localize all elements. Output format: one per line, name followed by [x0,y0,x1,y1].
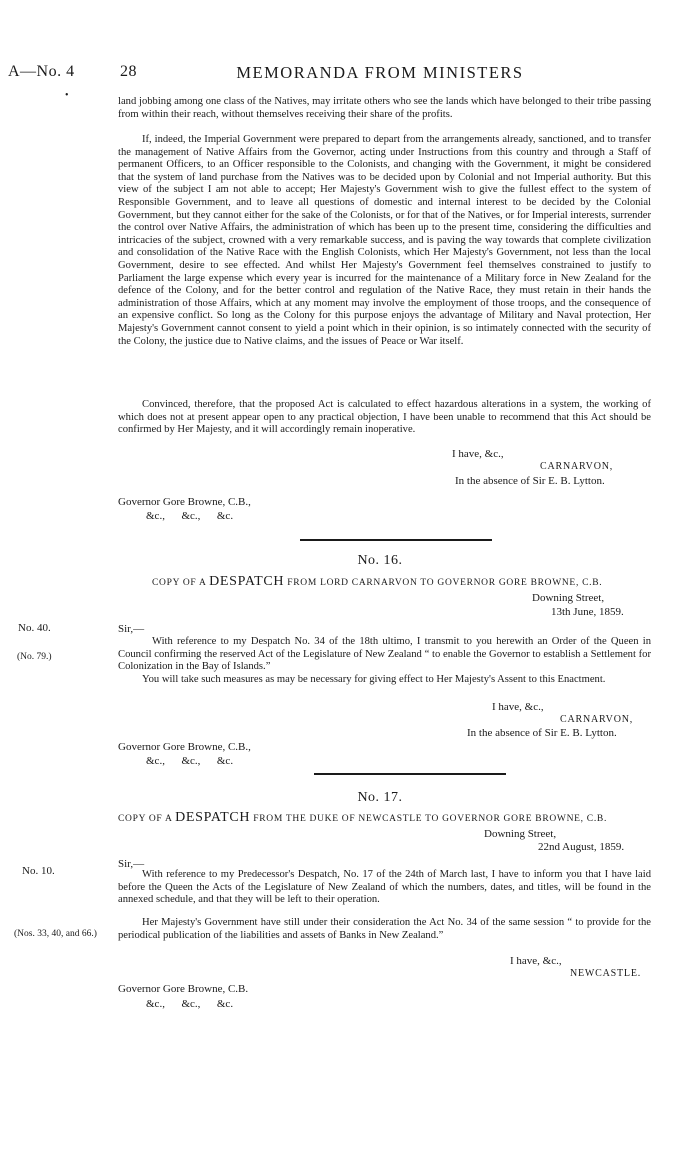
paragraph-2: If, indeed, the Imperial Government were prepared to depart from the arrangements already, sanctioned, and to transfer the management of Native Affairs from the Governor, acting under Instructions from this country and through a Staff of permanent Officers, to an Officer responsible to the Colonists, and changing with the Government, it might be considered that the system of land purchase from the Natives was to be decided upon by Colonial and not Imperial authority. But this view of the subject I am not able to accept; Her Majesty's Government wish to give the fullest effect to the system of Responsible Government, and to leave all questions of domestic and internal interest to be decided by the Colonial Government, but they cannot either for the sake of the Colonists, or for that of the Natives, or for Imperial interests, surrender the control over Native Affairs, the administration of which has been up to the present time, considering the difficulties and intricacies of the subject, crowned with a very remarkable success, and is paving the way towards that complete civilization and consolidation of the Native Race with the English Colonists, which Her Majesty's Government, not less than the local Government, desire to see effected. And whilst Her Majesty's Government feel themselves constrained to justify to Parliament the large expense which every year is incurred for the maintenance of a Military force in New Zealand for the defence of the Colony, and for the better control and regulation of the Native Race, they must retain in their hands the administration of those Affairs, which at any moment may involve the employment of those troops, and the consequence of an expensive conflict. So long as the Colony for this purpose enjoys the advantage of Military and Naval protection, Her Majesty's Government cannot consent to yield a point which in their opinion, is so intimately connected with the security of the Colony, the justice due to Native claims, and the issues of Peace or War itself. [118,134,651,347]
despatch-16-date: 13th June, 1859. [551,606,624,618]
despatch-17-paragraph-1: With reference to my Predecessor's Despatch, No. 17 of the 24th of March last, I have to inform you that I have laid before the Queen the Acts of the Legislature of New Zealand of which the numbers, dates, and titles, will be found in the annexed schedule, and that they will be left to their operation. [118,869,651,906]
decorative-dot-icon: • [65,90,69,101]
despatch-16-margin-reference: (No. 79.) [17,652,52,662]
despatch-17-paragraph-2: Her Majesty's Government have still under their consideration the Act No. 34 of the same session “ to provide for the periodical publication of the liabilities and assets of Banks in New Zealand.” [118,917,651,941]
section-divider [300,539,492,541]
despatch-16-place: Downing Street, [532,592,605,604]
signer-name: CARNARVON, [540,461,614,472]
addressee-etc: &c., &c., &c. [146,510,234,522]
despatch-16-addressee-etc: &c., &c., &c. [146,755,234,767]
despatch-17-salutation: Sir,— [118,858,145,870]
despatch-17-addressee: Governor Gore Browne, C.B. [118,983,249,995]
page-number: 28 [120,63,137,80]
paragraph-3: Convinced, therefore, that the proposed Act is calculated to effect hazardous alterations in a system, the working of which does not at present appear open to any practical objection, I have been unable to recommend that this Act should be confirmed by Her Majesty, and it will accordingly remain inoperative. [118,399,651,436]
despatch-16-salutation: Sir,— [118,623,145,635]
sign-off: I have, &c., [452,448,504,460]
despatch-17-margin-number: No. 10. [22,865,55,877]
despatch-17-place: Downing Street, [484,828,557,840]
despatch-16-paragraph-1: With reference to my Despatch No. 34 of the 18th ultimo, I transmit to you herewith an Order of the Queen in Council confirming the reserved Act of the Legislature of New Zealand “ to enable the Governor to establish a Settlement for Colonization in the Bay of Islands.” [118,636,651,673]
document-reference: A—No. 4 [8,63,75,80]
despatch-16-signer-note: In the absence of Sir E. B. Lytton. [467,727,617,739]
page-title: MEMORANDA FROM MINISTERS [236,63,524,82]
despatch-17-date: 22nd August, 1859. [538,841,625,853]
despatch-17-margin-reference: (Nos. 33, 40, and 66.) [14,929,97,939]
despatch-16-margin-number: No. 40. [18,622,51,634]
despatch-17-addressee-etc: &c., &c., &c. [146,998,234,1010]
despatch-17-signer: NEWCASTLE. [570,968,642,979]
despatch-16-addressee: Governor Gore Browne, C.B., [118,741,251,753]
despatch-16-number: No. 16. [357,553,403,568]
despatch-17-sign-off: I have, &c., [510,955,562,967]
despatch-16-paragraph-2: You will take such measures as may be necessary for giving effect to Her Majesty's Assent to this Enactment. [142,674,606,685]
despatch-17-title: COPY OF A DESPATCH FROM THE DUKE OF NEWCASTLE TO GOVERNOR GORE BROWNE, C.B. [118,810,608,825]
despatch-16-signer: CARNARVON, [560,714,634,725]
despatch-17-number: No. 17. [357,790,403,805]
paragraph-1: land jobbing among one class of the Natives, may irritate others who see the lands which have belonged to their tribe passing from within their reach, without themselves receiving their share of the profits. [118,96,651,120]
despatch-16-sign-off: I have, &c., [492,701,544,713]
despatch-16-title: COPY OF A DESPATCH FROM LORD CARNARVON TO GOVERNOR GORE BROWNE, C.B. [152,574,603,589]
addressee: Governor Gore Browne, C.B., [118,496,251,508]
signer-note: In the absence of Sir E. B. Lytton. [455,475,605,487]
section-divider [314,773,506,775]
